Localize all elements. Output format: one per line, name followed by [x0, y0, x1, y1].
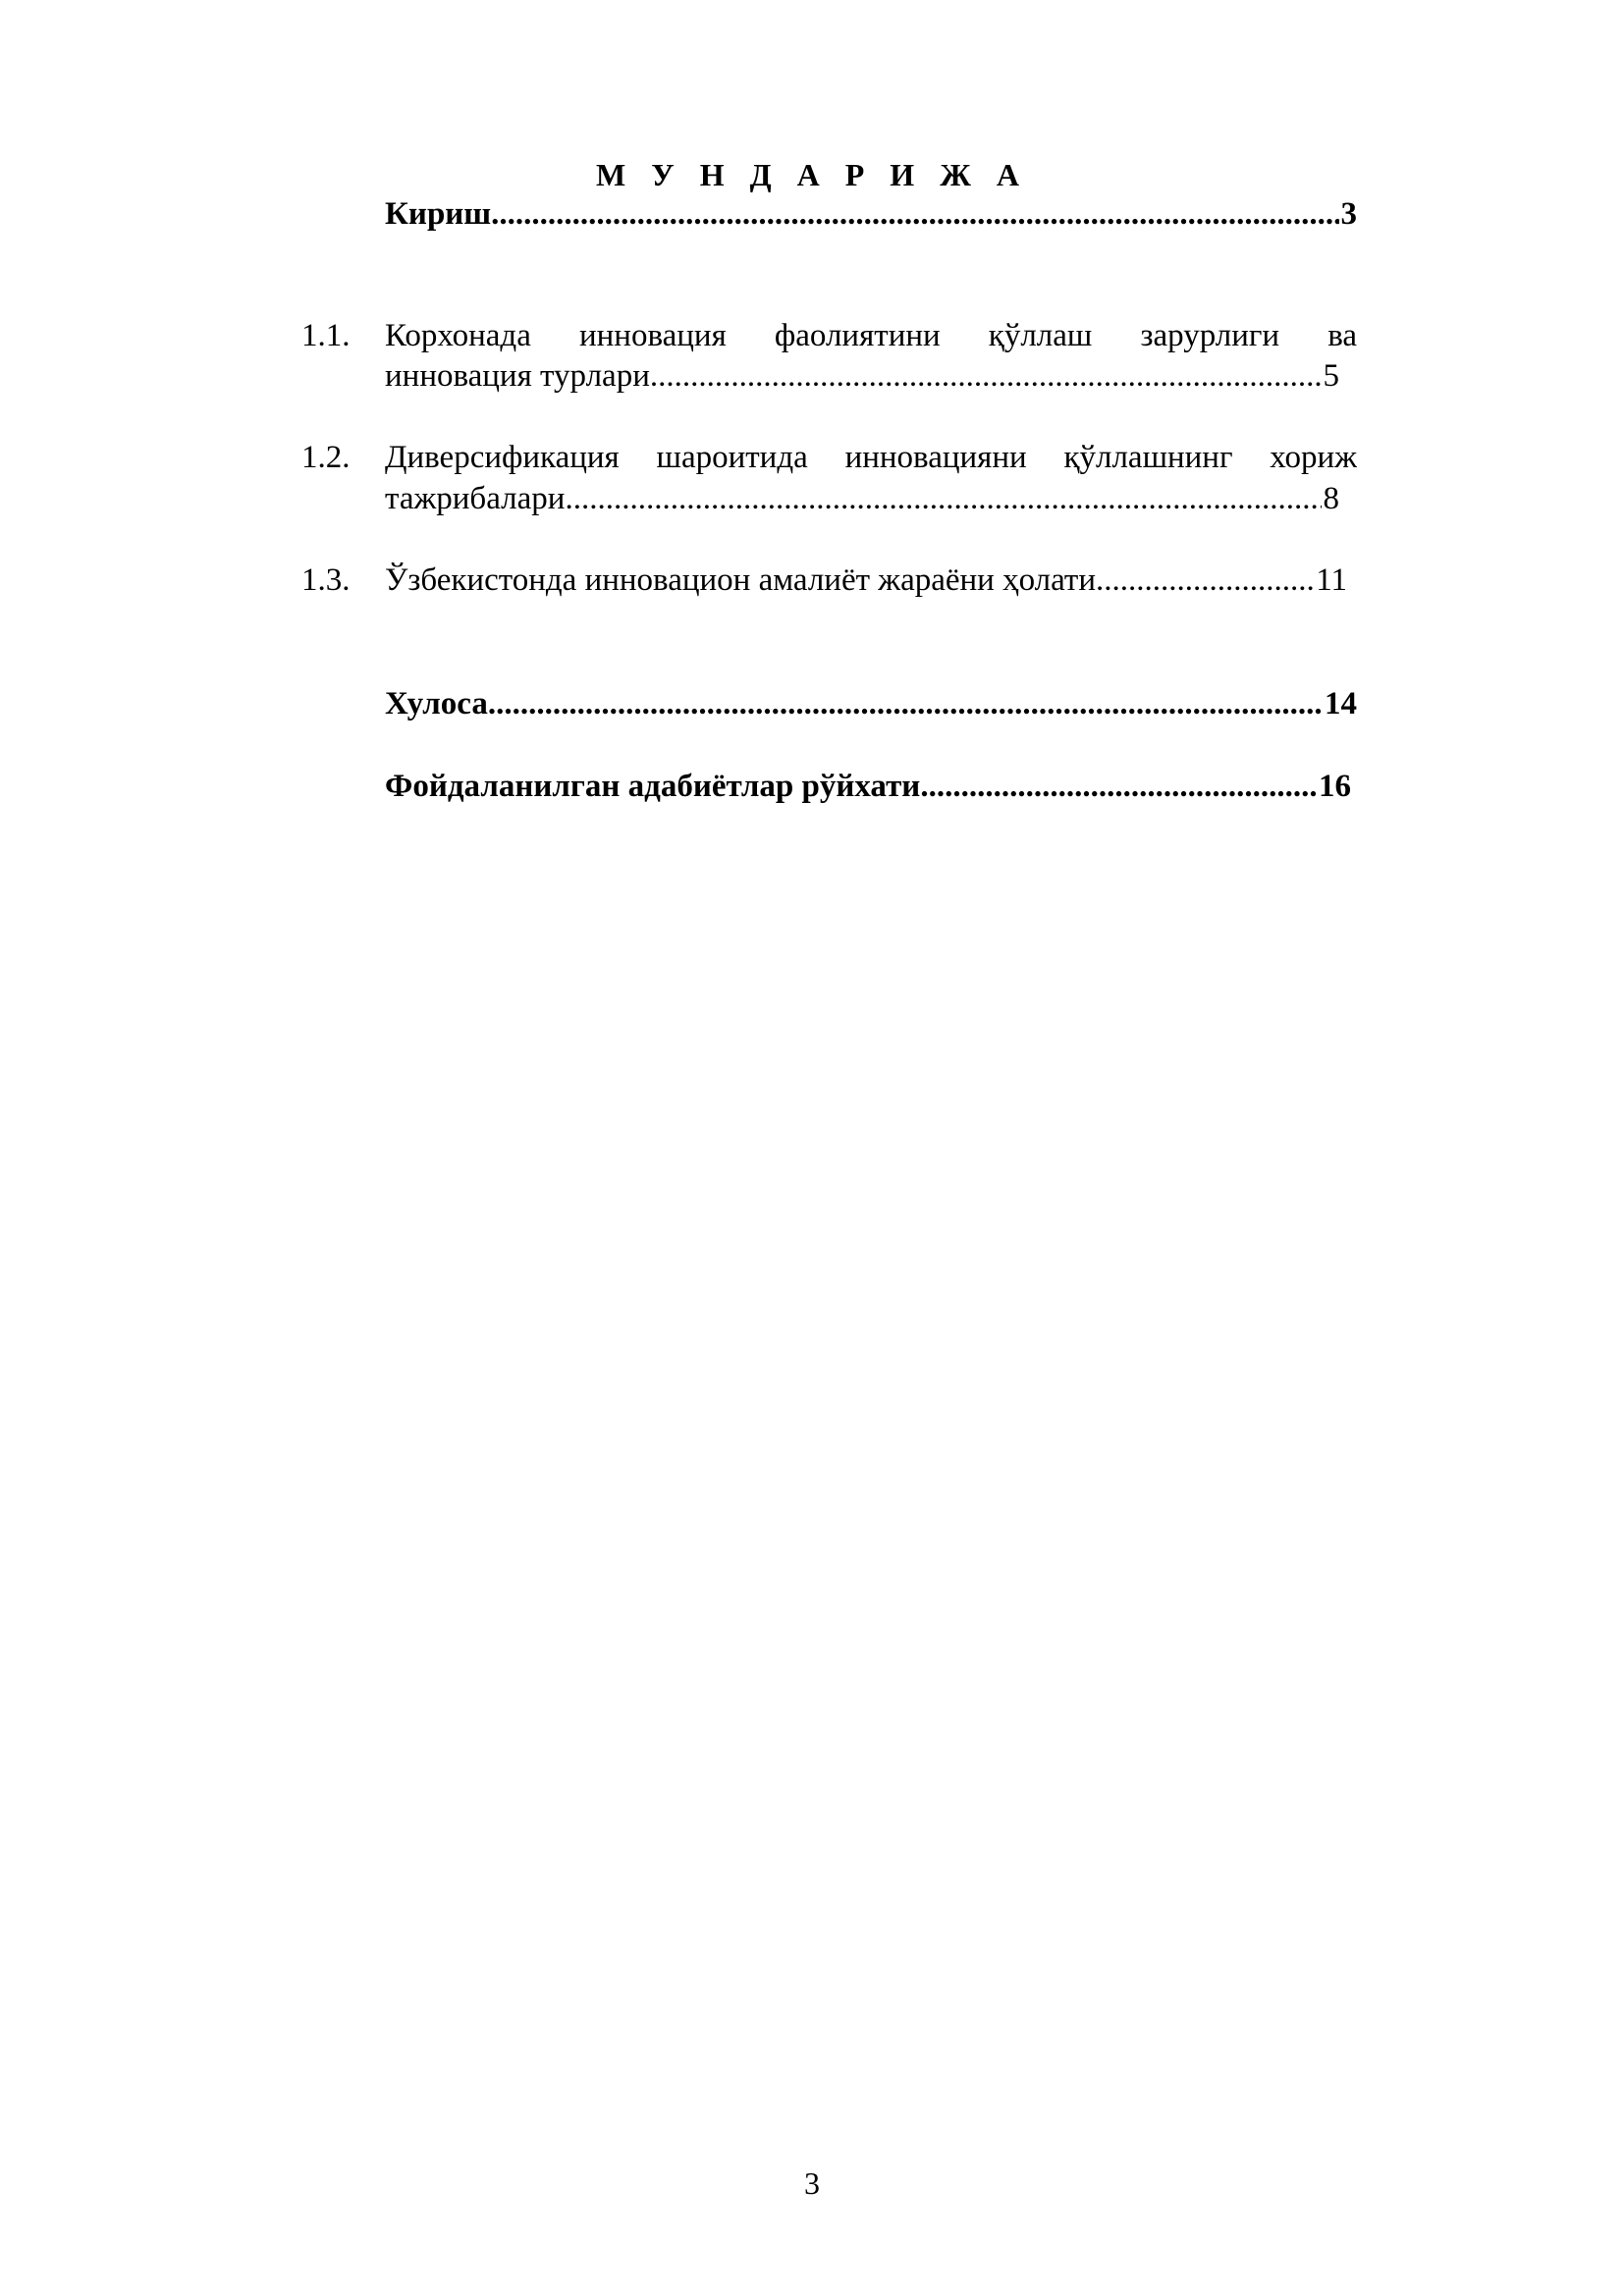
toc-entry-1-3[interactable]	[385, 561, 1347, 601]
dot-leader	[565, 479, 1321, 519]
toc-entry-1-1-line2[interactable]	[385, 356, 1339, 397]
dot-leader	[1096, 561, 1314, 601]
toc-entry-conclusion[interactable]	[385, 684, 1357, 724]
toc-entry-1-2-line2[interactable]	[385, 479, 1339, 519]
dot-leader	[650, 356, 1322, 397]
toc-page-ref: 11	[1316, 562, 1347, 598]
toc-page-ref: 14	[1325, 686, 1357, 721]
dot-leader	[491, 194, 1338, 235]
toc-entry-label: Ўзбекистонда инновацион амалиёт жараёни ҳолати	[385, 562, 1096, 598]
page-number: 3	[804, 2165, 820, 2201]
toc-entry-label: инновация турлари	[385, 358, 650, 394]
toc-entry-label: Кириш	[385, 196, 492, 232]
toc-page-ref: 3	[1340, 196, 1357, 232]
toc-entry-1-1-line1[interactable]: Корхонада инновация фаолиятини қўллаш зарурлиги ва	[385, 318, 1357, 353]
toc-entry-label: Фойдаланилган адабиётлар рўйхати	[385, 769, 921, 804]
toc-entry-references[interactable]	[385, 767, 1351, 807]
dot-leader	[488, 684, 1323, 724]
toc-page-ref: 8	[1323, 481, 1339, 516]
toc-section-number: 1.3.	[301, 562, 351, 598]
toc-page-ref: 5	[1323, 358, 1339, 394]
toc-entry-intro[interactable]	[385, 194, 1357, 235]
toc-page-ref: 16	[1319, 769, 1351, 804]
toc-entry-label: тажрибалари	[385, 481, 566, 516]
toc-section-number: 1.2.	[301, 440, 351, 475]
toc-title: М У Н Д А Р И Ж А	[596, 157, 1028, 192]
dot-leader	[920, 767, 1317, 807]
toc-entry-1-2-line1[interactable]: Диверсификация шароитида инновацияни қўллашнинг хориж	[385, 440, 1357, 475]
toc-section-number: 1.1.	[301, 318, 351, 353]
toc-entry-label: Хулоса	[385, 686, 488, 721]
